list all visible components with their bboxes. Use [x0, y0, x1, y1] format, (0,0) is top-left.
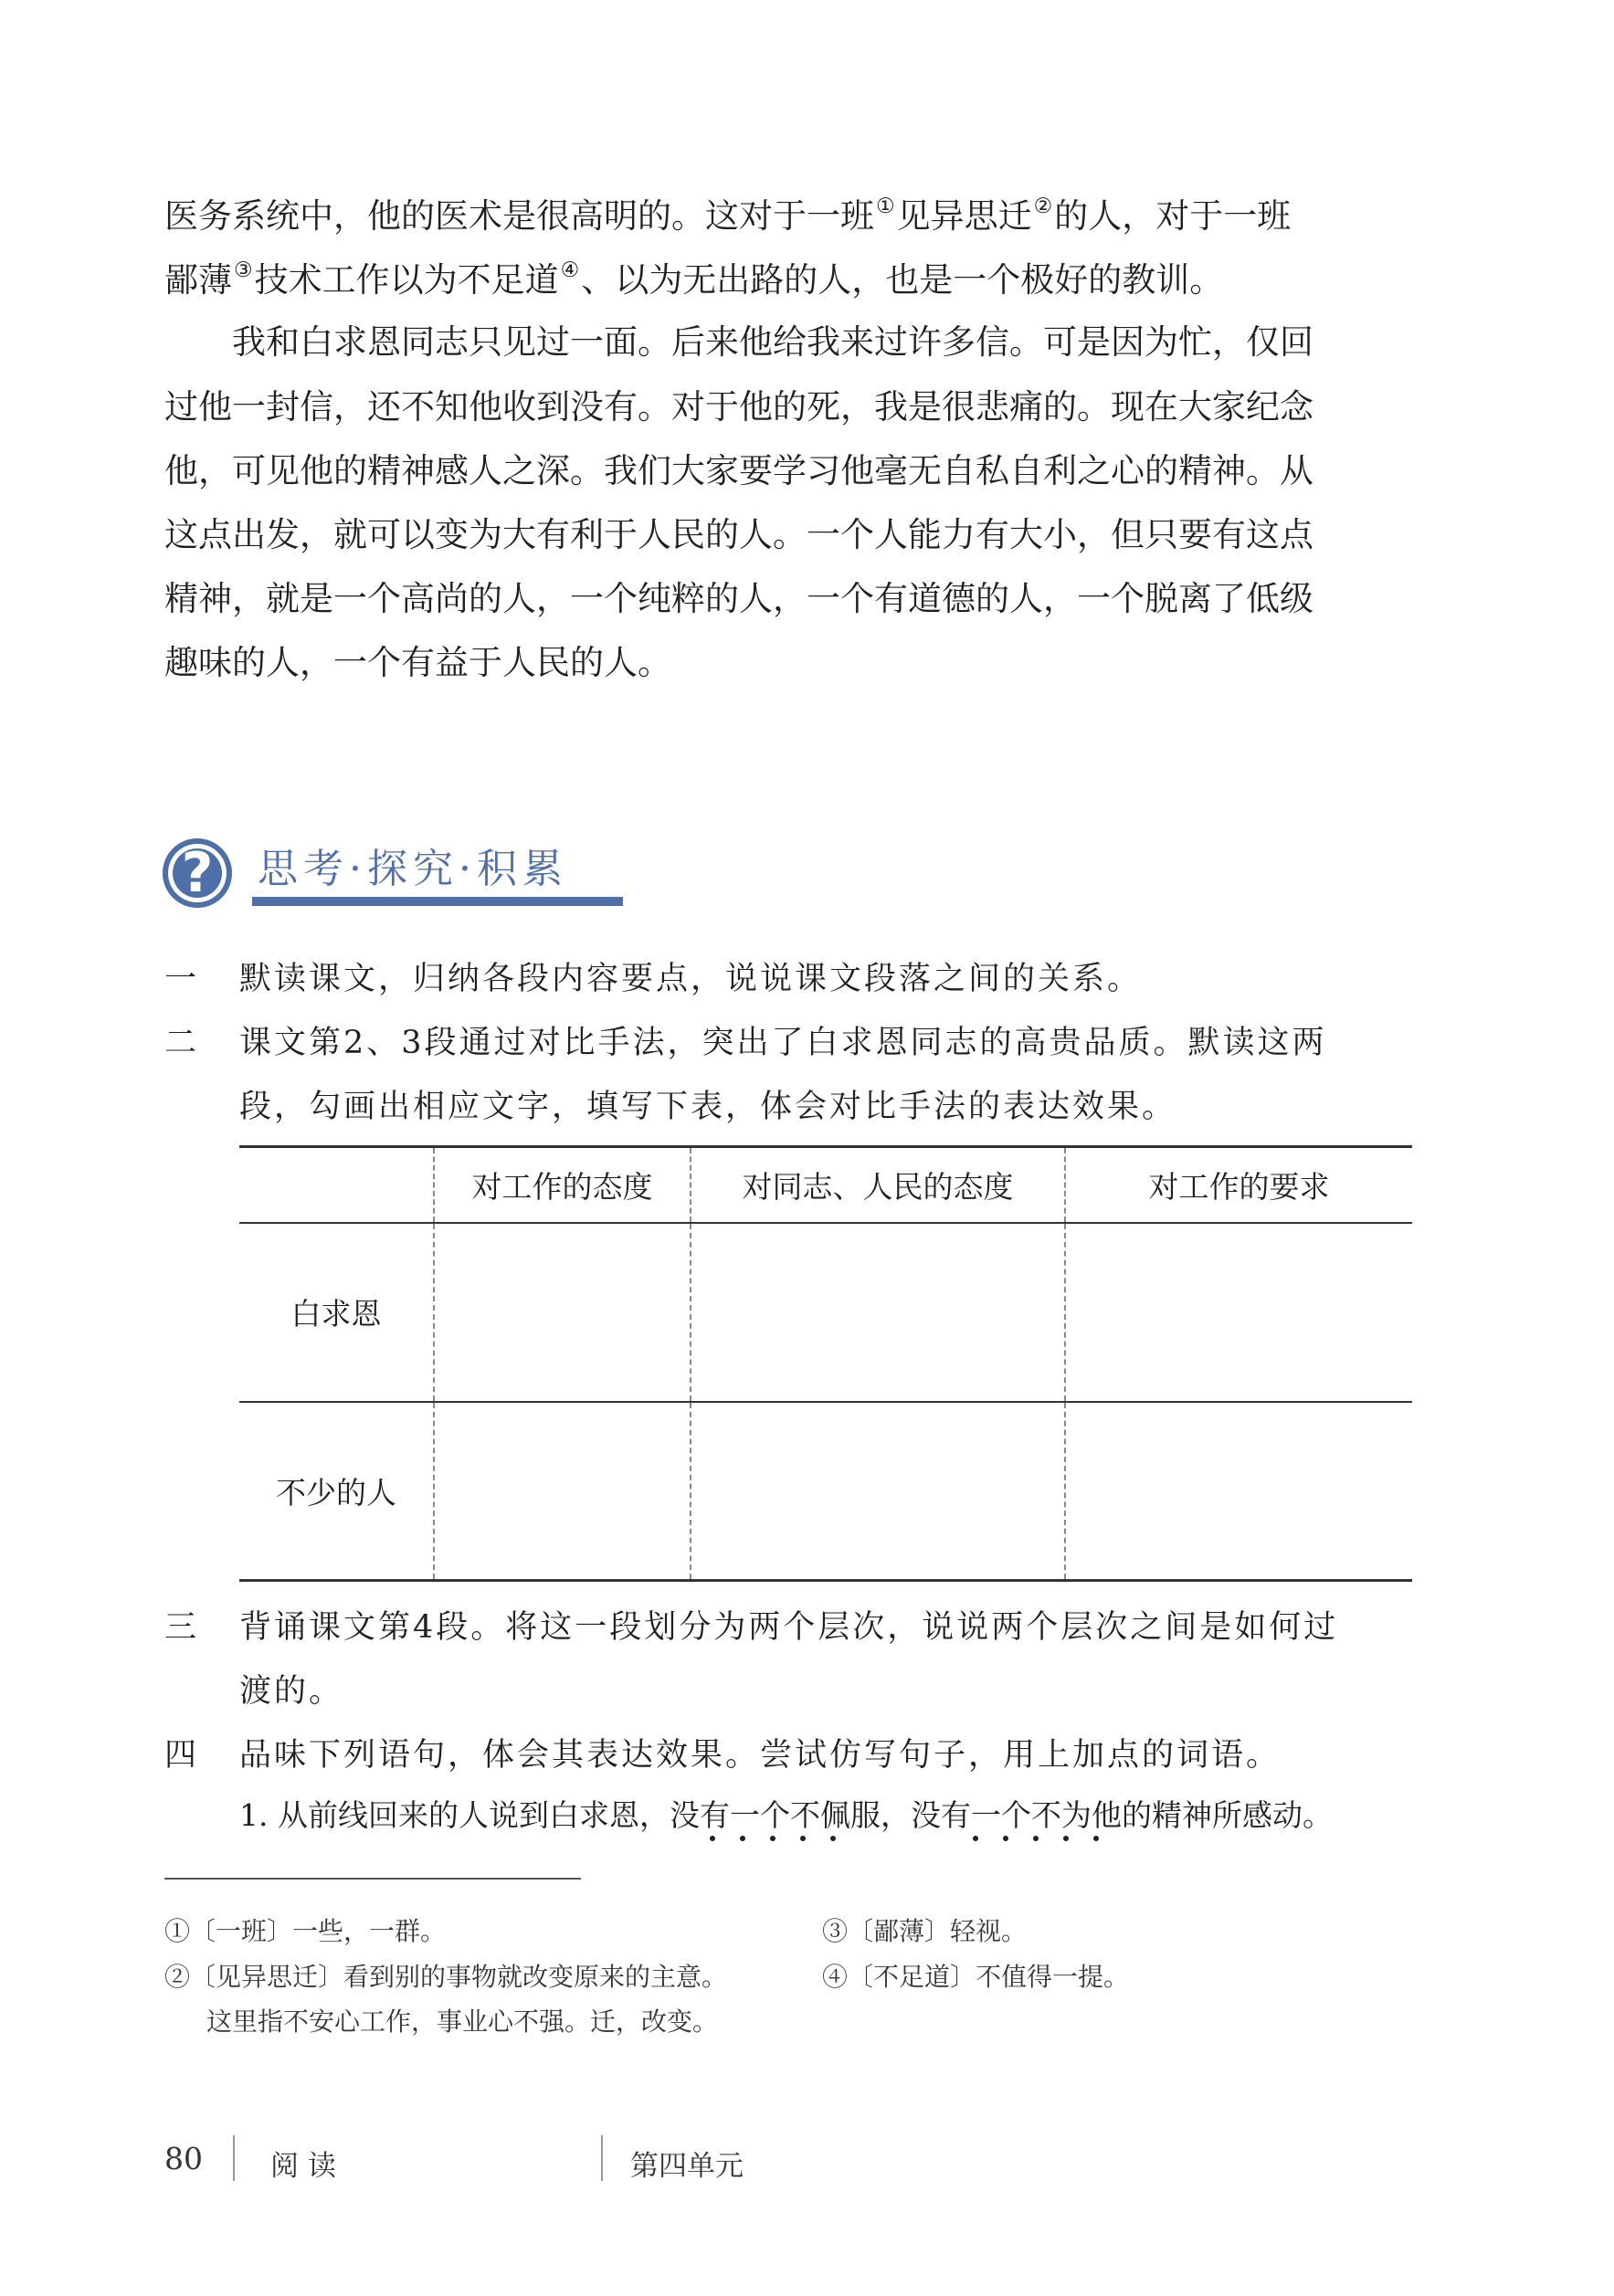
section-underline [252, 897, 623, 906]
footnote-ref-2[interactable]: ② [1033, 195, 1053, 218]
table-row [239, 1402, 1412, 1581]
body-line-4: 过他一封信，还不知他收到没有。对于他的死，我是很悲痛的。现在大家纪念 [164, 387, 1313, 427]
question-2-text-line2: 段，勾画出相应文字，填写下表，体会对比手法的表达效果。 [239, 1089, 1177, 1125]
emphasis-dot [830, 1836, 836, 1841]
emphasis-dot [1093, 1836, 1099, 1841]
question-1-text: 默读课文，归纳各段内容要点，说说课文段落之间的关系。 [239, 961, 1143, 997]
emphasis-dot [1063, 1836, 1069, 1841]
body-line-5: 他，可见他的精神感人之深。我们大家要学习他毫无自私自利之心的精神。从 [164, 451, 1313, 490]
question-4-item-1: 1. 从前线回来的人说到白求恩，没有一个不佩服，没有一个不为他的精神所感动。 [239, 1797, 1333, 1833]
comparison-table [239, 1145, 1412, 1582]
table-header-cell [239, 1147, 434, 1223]
footnote-3: ③〔鄙薄〕轻视。 [822, 1916, 1028, 1946]
footnote-ref-3[interactable]: ③ [234, 258, 253, 282]
footer-section-label: 阅 读 [270, 2150, 336, 2183]
question-4-number: 四 [164, 1737, 197, 1774]
text-span: 、以为无出路的人，也是一个极好的教训。 [581, 260, 1224, 300]
table-cell[interactable] [434, 1223, 691, 1402]
question-3-text-line1: 背诵课文第4段。将这一段划分为两个层次，说说两个层次之间是如何过 [239, 1609, 1339, 1646]
table-header-cell: 对工作的要求 [1065, 1147, 1412, 1223]
table-row-label: 白求恩 [290, 1296, 382, 1332]
emphasis-dot [973, 1836, 978, 1841]
question-1-number: 一 [164, 961, 197, 997]
table-cell[interactable] [691, 1223, 1065, 1402]
footnote-4: ④〔不足道〕不值得一提。 [822, 1962, 1130, 1992]
text-span: 鄙薄 [164, 260, 232, 300]
table-header-row [239, 1147, 1412, 1223]
footer-divider [601, 2135, 603, 2181]
table-cell[interactable] [1065, 1402, 1412, 1581]
body-line-8: 趣味的人，一个有益于人民的人。 [164, 643, 671, 682]
body-line-2 [164, 258, 1224, 300]
text-span: 见异思迁 [896, 196, 1032, 236]
emphasis-dot [1003, 1836, 1008, 1841]
footer-divider [233, 2135, 235, 2181]
text-span: 的人，对于一班 [1054, 196, 1292, 236]
footnote-2-continued: 这里指不安心工作，事业心不强。迁，改变。 [206, 2006, 719, 2037]
body-line-1 [164, 195, 1292, 236]
section-title: 思考·探究·积累 [258, 846, 568, 892]
question-4-text: 品味下列语句，体会其表达效果。尝试仿写句子，用上加点的词语。 [239, 1737, 1282, 1774]
footer-unit-label: 第四单元 [630, 2150, 744, 2183]
table-header-cell: 对工作的态度 [434, 1147, 691, 1223]
emphasis-dot [800, 1836, 806, 1841]
footnote-2: ②〔见异思迁〕看到别的事物就改变原来的主意。 [164, 1962, 728, 1992]
question-mark-icon [163, 838, 232, 908]
table-cell[interactable] [434, 1402, 691, 1581]
emphasis-dot [1033, 1836, 1039, 1841]
question-2-number: 二 [164, 1025, 197, 1061]
table-cell[interactable] [1065, 1223, 1412, 1402]
emphasis-dot [770, 1836, 775, 1841]
footnote-ref-4[interactable]: ④ [560, 258, 580, 282]
text-span: 技术工作以为不足道 [254, 260, 559, 300]
emphasis-dot [710, 1836, 715, 1841]
footnote-1: ①〔一班〕一些，一群。 [164, 1916, 447, 1946]
question-3-text-line2: 渡的。 [239, 1673, 344, 1710]
table-row-label: 不少的人 [239, 1402, 434, 1581]
body-line-3: 我和白求恩同志只见过一面。后来他给我来过许多信。可是因为忙，仅回 [164, 322, 1313, 362]
footnote-ref-1[interactable]: ① [876, 195, 895, 218]
table-cell[interactable] [691, 1402, 1065, 1581]
body-line-6: 这点出发，就可以变为大有利于人民的人。一个人能力有大小，但只要有这点 [164, 515, 1313, 554]
icon-glyph: ? [181, 841, 214, 905]
emphasis-dot [740, 1836, 745, 1841]
table-header-cell: 对同志、人民的态度 [691, 1147, 1065, 1223]
question-2-text-line1: 课文第2、3段通过对比手法，突出了白求恩同志的高贵品质。默读这两 [239, 1025, 1327, 1061]
text-span: 医务系统中，他的医术是很高明的。这对于一班 [164, 196, 874, 236]
table-row [239, 1223, 1412, 1402]
question-3-number: 三 [164, 1609, 197, 1646]
footnote-separator [164, 1878, 581, 1880]
page-number: 80 [164, 2141, 203, 2176]
body-line-7: 精神，就是一个高尚的人，一个纯粹的人，一个有道德的人，一个脱离了低级 [164, 579, 1313, 618]
